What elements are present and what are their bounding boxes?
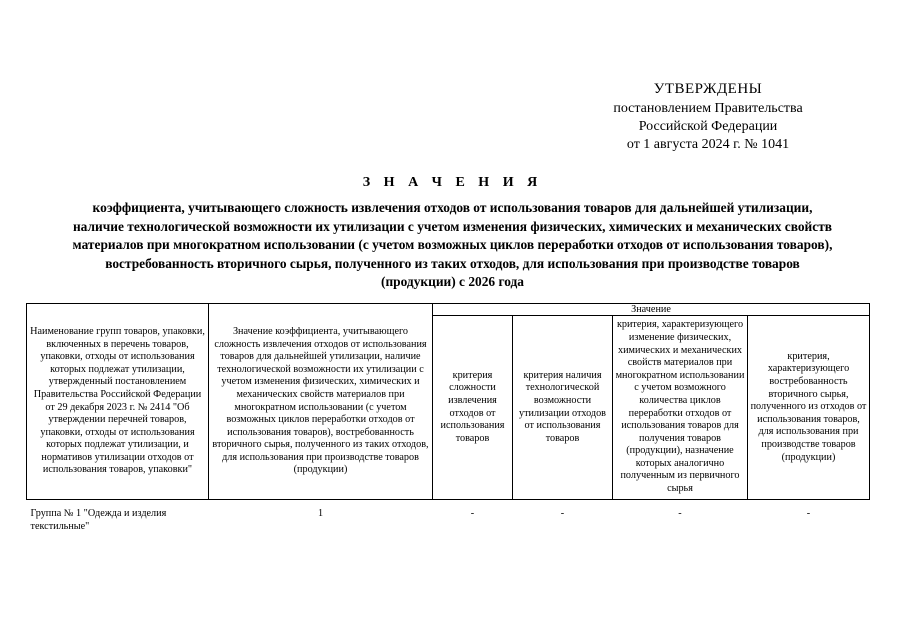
approval-block	[588, 80, 828, 154]
approval-line-1: постановлением Правительства	[613, 101, 803, 116]
row-coefficient: 1	[317, 508, 324, 519]
header-criterion-technology: критерия наличия технологической возможности утилизации отходов от использования товаров	[513, 316, 613, 500]
document-subtitle: коэффициента, учитывающего сложность извлечения отходов от использования товаров для дальнейшей утилизации, наличие технологической возможности их утилизации с учетом изменения физических, химических и механических свойств материалов при многократном использовании (с учетом возможных циклов переработки отходов от использования товаров), востребованность вторичного сырья, полученного из таких отходов, для использования при производстве товаров (продукции) с 2026 года	[72, 200, 833, 289]
header-criterion-complexity: критерия сложности извлечения отходов от использования товаров	[433, 316, 513, 500]
table-row	[27, 500, 870, 534]
header-coefficient: Значение коэффициента, учитывающего сложность извлечения отходов от использования товаров для дальнейшей утилизации, наличие технологической возможности их утилизации с учетом изменения физических, химических и механических свойств материалов при многократном использовании (с учетом возможных циклов переработки отходов от использования товаров), востребованность вторичного сырья, полученного из таких отходов, для использования при производстве товаров (продукции)	[209, 304, 433, 500]
document-title: З Н А Ч Е Н И Я	[362, 175, 543, 190]
table-header-row	[27, 304, 870, 316]
approval-title: УТВЕРЖДЕНЫ	[653, 81, 763, 97]
approval-line-2: Российской Федерации	[638, 119, 778, 134]
header-group-name: Наименование групп товаров, упаковки, включенных в перечень товаров, упаковки, отходы от использования которых подлежат утилизации, утвержденный постановлением Правительства Российской Федерации от 29 декабря 2023 г. № 2414 "Об утверждении перечней товаров, упаковки, отходы от использования которых подлежат утилизации, и нормативов утилизации отходов от использования товаров, упаковки"	[27, 304, 209, 500]
row-criterion-3: -	[678, 508, 682, 519]
row-criterion-1: -	[470, 508, 475, 519]
values-table	[26, 303, 870, 533]
header-criterion-properties: критерия, характеризующего изменение физических, химических и механических свойств материалов при многократном использовании с учетом возможного количества циклов переработки отходов от использования товаров для получения товаров (продукции), назначение которых аналогично полученным из первичного сырья	[613, 316, 748, 500]
row-criterion-2: -	[560, 508, 565, 519]
approval-line-3: от 1 августа 2024 г. № 1041	[626, 137, 790, 152]
header-value: Значение	[433, 304, 870, 316]
header-criterion-demand: критерия, характеризующего востребованность вторичного сырья, полученного из отходов от использования товаров, для использования при производстве товаров (продукции)	[748, 316, 870, 500]
row-criterion-4: -	[806, 508, 811, 519]
row-group-name: Группа № 1 "Одежда и изделия текстильные"	[30, 508, 167, 532]
